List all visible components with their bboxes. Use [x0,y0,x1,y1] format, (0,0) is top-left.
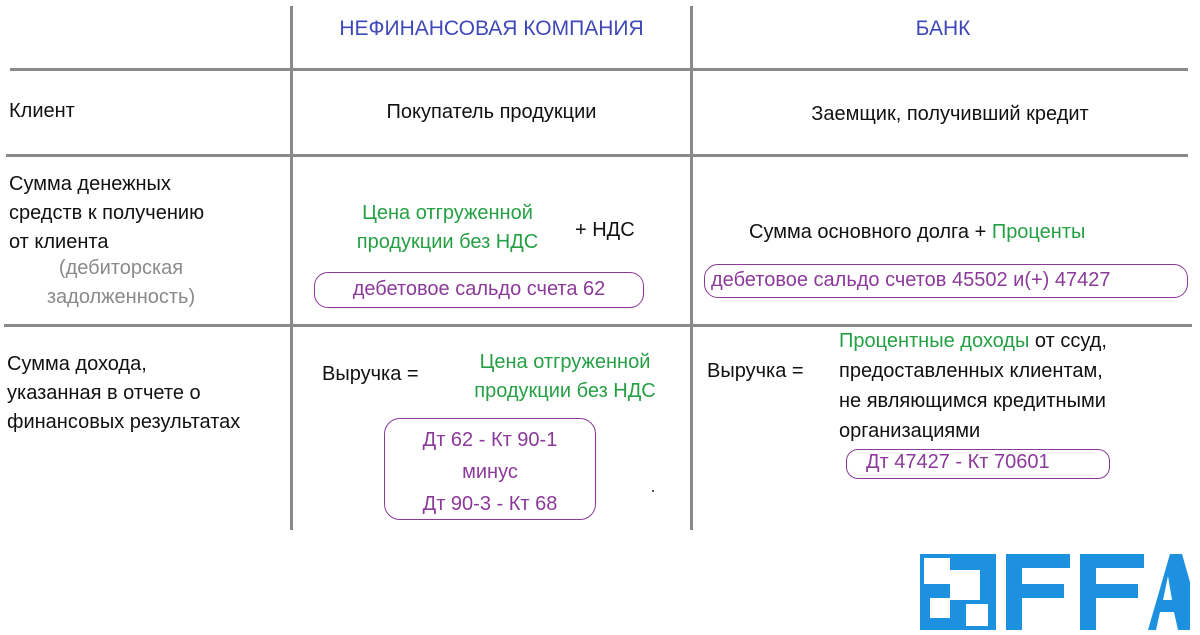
stray-dot [652,490,654,492]
bank-interest-income-line: предоставленных клиентам, [839,360,1103,382]
header-nonfinancial-company: НЕФИНАНСОВАЯ КОМПАНИЯ [339,17,644,40]
row-label-income [7,350,240,437]
row-label-client: Клиент [9,100,75,122]
bank-interest-income-line: не являющимся кредитными [839,390,1106,412]
nf-entry-line: Дт 90-3 - Кт 68 [422,493,558,515]
nf-price-without-vat [330,199,565,257]
bank-account-balance: дебетовое сальдо счетов 45502 и(+) 47427 [711,269,1111,291]
row-label-receivable-note [36,254,206,312]
nf-account-balance: дебетовое сальдо счета 62 [352,278,606,300]
bank-principal-label: Сумма основного долга + [749,221,992,243]
row-label-receivable-line: средств к получению [9,202,205,224]
nonfinancial-client-cell: Покупатель продукции [386,101,597,123]
bank-principal-plus-interest [749,218,1085,247]
ffa-logo [920,554,1190,635]
nf-price-line: Цена отгруженной [362,202,533,224]
grid-vertical-line-1 [290,6,293,530]
nf-entry-line: минус [462,461,518,483]
bank-interest-income-line: организациями [839,420,981,442]
row-label-income-line: указанная в отчете о [7,382,201,404]
ffa-logo-graphic [920,554,1190,630]
bank-accounting-entry: Дт 47427 - Кт 70601 [866,451,1050,473]
grid-horizontal-line-2 [6,154,1188,157]
row-label-income-line: финансовых результатах [7,411,241,433]
header-bank: БАНК [915,17,971,40]
nf-plus-vat: + НДС [575,219,635,241]
bank-revenue-label: Выручка = [707,360,804,382]
nf-price-line: продукции без НДС [356,231,539,253]
bank-client-cell: Заемщик, получивший кредит [811,103,1089,125]
bank-interest-income-line [839,326,1107,356]
row-label-receivable-line: от клиента [9,231,109,253]
row-label-receivable [9,170,204,257]
nf-entry-line: Дт 62 - Кт 90-1 [422,429,558,451]
row-label-income-line: Сумма дохода, [7,353,147,375]
bank-interest-income-rest: от ссуд, [1029,330,1107,352]
row-label-receivable-line: Сумма денежных [9,173,171,195]
nf-accounting-entries [384,424,596,520]
nf-income-price-line: продукции без НДС [474,380,656,402]
grid-vertical-line-2 [690,6,693,530]
nf-income-price [450,348,680,406]
nf-revenue-label: Выручка = [322,363,419,385]
bank-interest-income-label: Процентные доходы [839,330,1030,352]
bank-interest-label: Проценты [991,221,1086,243]
receivable-note-line: (дебиторская [58,257,184,279]
nf-income-price-line: Цена отгруженной [479,351,651,373]
receivable-note-line: задолженность) [46,286,196,308]
grid-horizontal-line-1 [10,68,1188,71]
bank-interest-income [839,326,1107,446]
